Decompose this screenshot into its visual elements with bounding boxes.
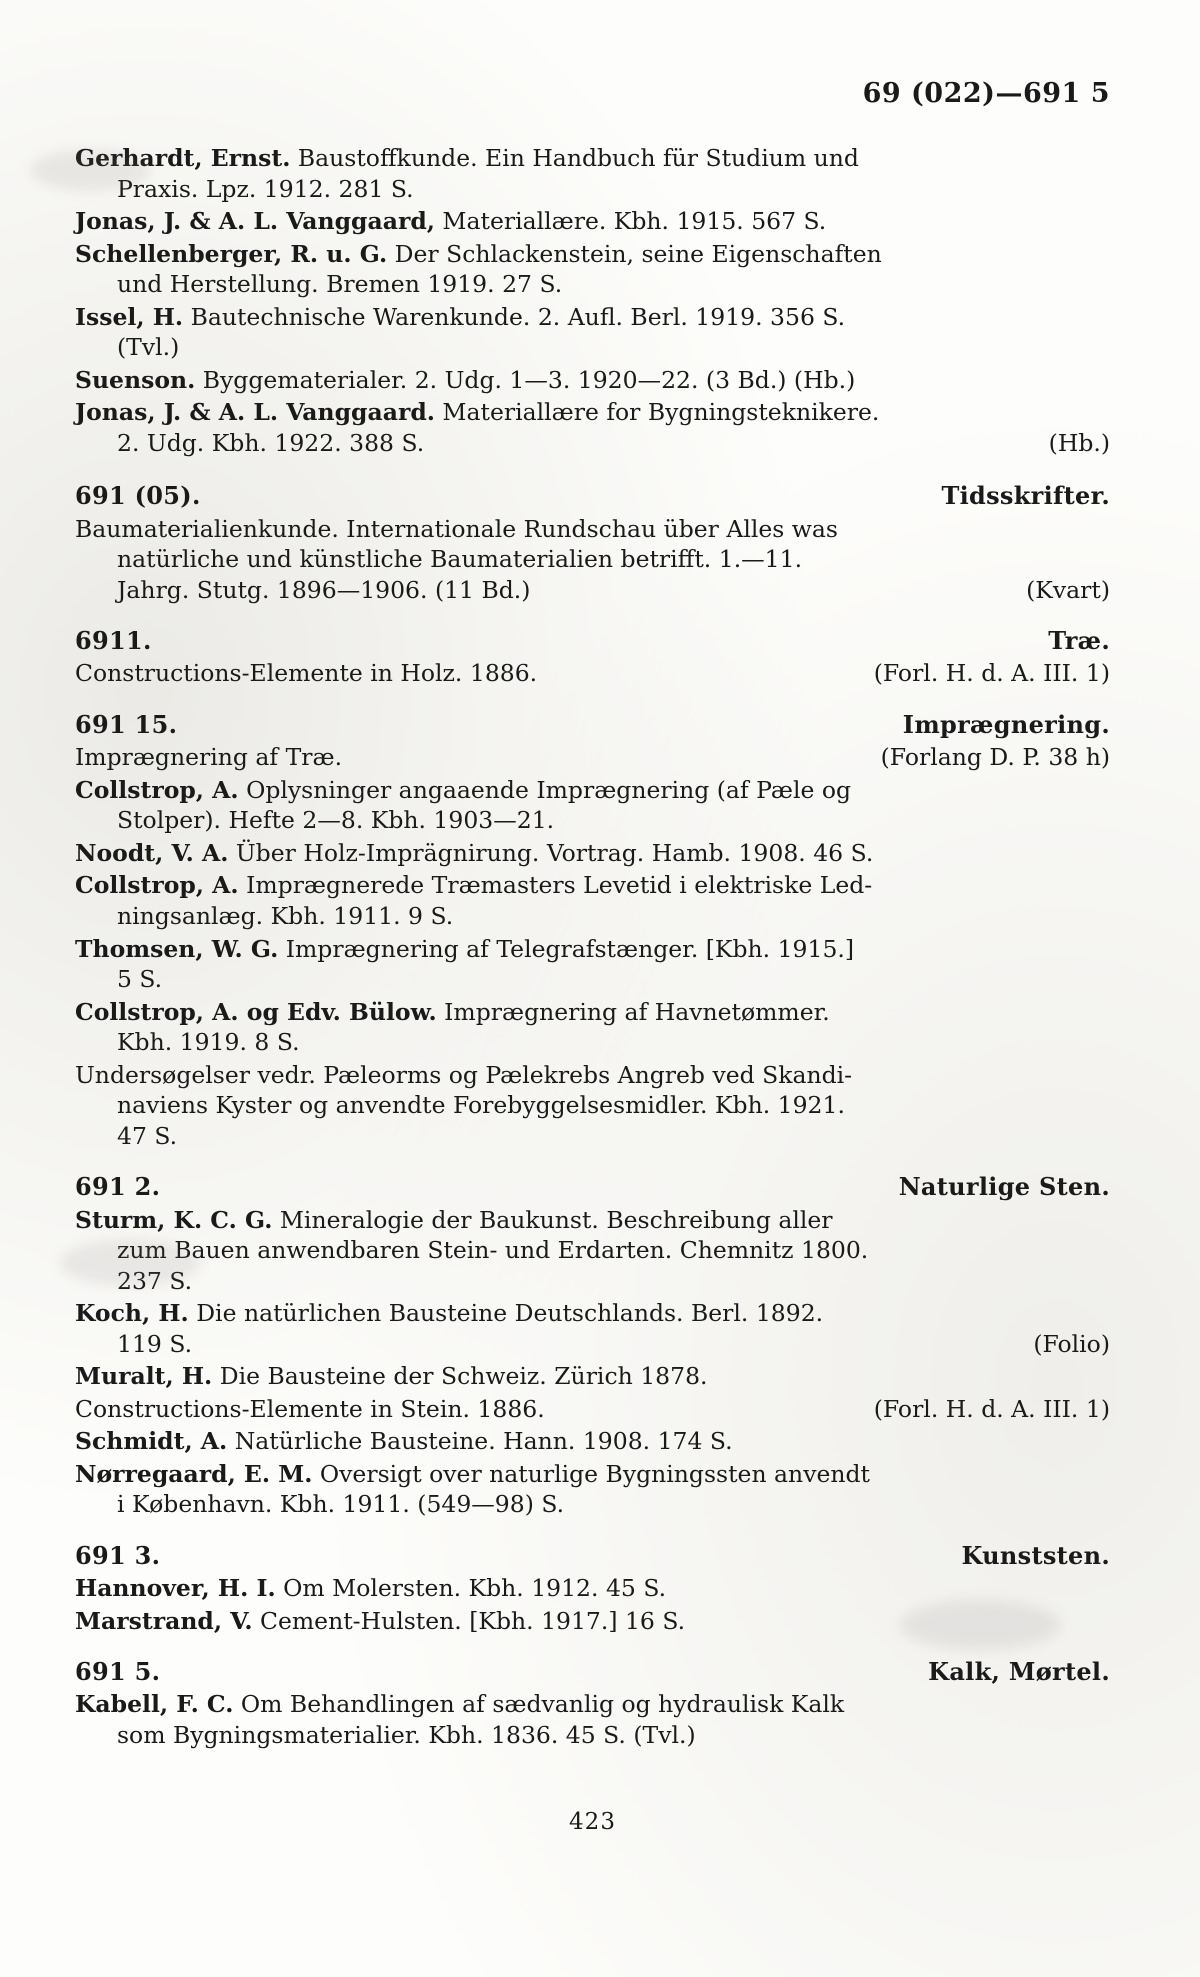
entry-text: Die Bausteine der Schweiz. Zürich 1878. — [219, 1362, 708, 1391]
entry-text: naviens Kyster og anvendte Forebyggelsesmidler. Kbh. 1921. — [117, 1091, 845, 1120]
entry-text: Natürliche Bausteine. Hann. 1908. 174 S. — [234, 1427, 733, 1456]
entry-line — [75, 1573, 1110, 1604]
entry-line — [75, 397, 1110, 428]
entry-text: 119 S. — [117, 1329, 193, 1358]
entry-line — [117, 174, 1110, 205]
bibliography-entry — [75, 365, 1110, 396]
entry-line — [75, 997, 1110, 1028]
bibliography-entry — [75, 742, 1110, 773]
entry-author: Collstrop, A. og Edv. Bülow. — [75, 997, 437, 1026]
entry-text: Imprægnering af Telegrafstænger. [Kbh. 1915.] — [285, 934, 855, 963]
entry-text: 5 S. — [117, 965, 163, 994]
entry-line — [117, 805, 1110, 836]
entry-text: i København. Kbh. 1911. (549—98) S. — [117, 1490, 565, 1519]
bibliography-entry — [75, 1205, 1110, 1297]
entry-author: Collstrop, A. — [75, 871, 239, 900]
entry-line — [75, 1606, 1110, 1637]
entry-text: Stolper). Hefte 2—8. Kbh. 1903—21. — [117, 806, 555, 835]
entry-text: Om Molersten. Kbh. 1912. 45 S. — [283, 1574, 667, 1603]
section-heading — [75, 1540, 1110, 1571]
bibliography-entry — [75, 1459, 1110, 1520]
entry-text: Der Schlackenstein, seine Eigenschaften — [394, 239, 882, 268]
entry-line — [75, 658, 1110, 689]
bibliography-entry — [75, 1689, 1110, 1750]
entry-line — [75, 514, 1110, 545]
entry-author: Issel, H. — [75, 302, 184, 331]
entry-text: Imprægnering af Træ. — [75, 743, 343, 772]
entry-text: 2. Udg. Kbh. 1922. 388 S. — [117, 428, 425, 457]
bibliography-entry — [75, 302, 1110, 363]
entry-suffix: (Forl. H. d. A. III. 1) — [873, 659, 1110, 688]
section-heading — [75, 1171, 1110, 1202]
entry-line — [75, 1394, 1110, 1425]
entry-text: Imprægnerede Træmasters Levetid i elektriske Led- — [246, 871, 873, 900]
entry-line — [117, 1235, 1110, 1266]
entry-text: Oplysninger angaaende Imprægnering (af Pæle og — [246, 775, 852, 804]
entry-text: natürliche und künstliche Baumaterialien betrifft. 1.—11. — [117, 545, 803, 574]
section-heading — [75, 709, 1110, 740]
bibliography-entry — [75, 206, 1110, 237]
section-heading — [75, 1656, 1110, 1687]
entry-line — [75, 1298, 1110, 1329]
page-number: 423 — [569, 1808, 616, 1835]
entry-text: und Herstellung. Bremen 1919. 27 S. — [117, 270, 563, 299]
entry-line — [117, 1720, 1110, 1751]
entry-text: Undersøgelser vedr. Pæleorms og Pælekrebs Angreb ved Skandi- — [75, 1060, 853, 1089]
entry-line — [75, 206, 1110, 237]
entry-author: Nørregaard, E. M. — [75, 1459, 313, 1488]
section-number: 691 3. — [75, 1540, 161, 1570]
bibliography-body — [75, 143, 1110, 1751]
section-title: Kalk, Mørtel. — [928, 1657, 1110, 1687]
bibliography-entry — [75, 143, 1110, 204]
bibliography-entry — [75, 997, 1110, 1058]
bibliography-entry — [75, 1394, 1110, 1425]
entry-line — [75, 143, 1110, 174]
entry-text: Praxis. Lpz. 1912. 281 S. — [117, 174, 414, 203]
section-number: 691 15. — [75, 710, 178, 740]
entry-author: Sturm, K. C. G. — [75, 1205, 273, 1234]
entry-author: Schmidt, A. — [75, 1427, 228, 1456]
entry-line — [75, 1689, 1110, 1720]
entry-text: ningsanlæg. Kbh. 1911. 9 S. — [117, 901, 454, 930]
bibliography-entry — [75, 239, 1110, 300]
section-heading — [75, 480, 1110, 511]
bibliography-entry — [75, 1060, 1110, 1152]
entry-author: Kabell, F. C. — [75, 1690, 234, 1719]
entry-author: Hannover, H. I. — [75, 1574, 276, 1603]
entry-line — [117, 1329, 1110, 1360]
entry-text: Bautechnische Warenkunde. 2. Aufl. Berl. 1919. 356 S. — [190, 302, 846, 331]
entry-text: Materiallære. Kbh. 1915. 567 S. — [442, 207, 827, 236]
entry-line — [117, 1027, 1110, 1058]
top-entry-list — [75, 143, 1110, 458]
entry-text: Baustoffkunde. Ein Handbuch für Studium und — [297, 144, 859, 172]
entry-line — [75, 838, 1110, 869]
entry-suffix: (Hb.) — [1048, 428, 1110, 457]
entry-line — [75, 1459, 1110, 1490]
bibliography-entry — [75, 514, 1110, 606]
entry-text: 47 S. — [117, 1121, 178, 1150]
section-number: 691 2. — [75, 1172, 161, 1202]
entry-author: Marstrand, V. — [75, 1606, 253, 1635]
entry-text: Jahrg. Stutg. 1896—1906. (11 Bd.) — [117, 575, 531, 604]
bibliography-entry — [75, 870, 1110, 931]
entry-line — [117, 901, 1110, 932]
section-title: Kunststen. — [961, 1540, 1110, 1570]
entry-author: Schellenberger, R. u. G. — [75, 239, 388, 268]
entry-line — [75, 365, 1110, 396]
entry-line — [117, 575, 1110, 606]
entry-line — [117, 269, 1110, 300]
section-number: 6911. — [75, 626, 152, 656]
bibliography-entry — [75, 658, 1110, 689]
entry-text: Über Holz-Imprägnirung. Vortrag. Hamb. 1908. 46 S. — [235, 838, 874, 867]
section-list — [75, 480, 1110, 1750]
entry-author: Jonas, J. & A. L. Vanggaard, — [75, 207, 435, 236]
bibliography-entry — [75, 775, 1110, 836]
bibliography-entry — [75, 1361, 1110, 1392]
entry-author: Gerhardt, Ernst. — [75, 144, 291, 172]
entry-line — [75, 775, 1110, 806]
entry-line — [75, 870, 1110, 901]
entry-text: Constructions-Elemente in Stein. 1886. — [75, 1394, 545, 1423]
entry-line — [75, 934, 1110, 965]
entry-text: Die natürlichen Bausteine Deutschlands. Berl. 1892. — [196, 1299, 824, 1328]
bibliography-entry — [75, 1606, 1110, 1637]
entry-line — [117, 1489, 1110, 1520]
entry-text: Mineralogie der Baukunst. Beschreibung aller — [279, 1205, 833, 1234]
entry-suffix: (Folio) — [1033, 1329, 1110, 1358]
entry-line — [117, 332, 1110, 363]
entry-text: Om Behandlingen af sædvanlig og hydraulisk Kalk — [240, 1690, 845, 1719]
entry-text: Cement-Hulsten. [Kbh. 1917.] 16 S. — [260, 1606, 686, 1635]
bibliography-entry — [75, 397, 1110, 458]
entry-line — [75, 1426, 1110, 1457]
bibliography-entry — [75, 1298, 1110, 1359]
entry-author: Noodt, V. A. — [75, 838, 229, 867]
entry-line — [117, 1266, 1110, 1297]
entry-text: Imprægnering af Havnetømmer. — [444, 997, 830, 1026]
entry-line — [75, 302, 1110, 333]
entry-line — [117, 1090, 1110, 1121]
entry-suffix: (Kvart) — [1026, 575, 1110, 604]
entry-line — [75, 742, 1110, 773]
section-title: Tidsskrifter. — [941, 481, 1110, 511]
entry-line — [117, 428, 1110, 459]
entry-text: Oversigt over naturlige Bygningssten anvendt — [319, 1459, 870, 1488]
section-number: 691 (05). — [75, 481, 201, 511]
entry-line — [75, 1060, 1110, 1091]
entry-text: Kbh. 1919. 8 S. — [117, 1028, 300, 1057]
entry-author: Collstrop, A. — [75, 775, 239, 804]
entry-text: (Tvl.) — [117, 333, 180, 362]
entry-line — [117, 1121, 1110, 1152]
bibliography-entry — [75, 1573, 1110, 1604]
entry-text: 237 S. — [117, 1266, 193, 1295]
entry-text: Byggematerialer. 2. Udg. 1—3. 1920—22. (3 Bd.) (Hb.) — [202, 365, 856, 394]
entry-text: zum Bauen anwendbaren Stein- und Erdarten. Chemnitz 1800. — [117, 1236, 869, 1265]
entry-author: Jonas, J. & A. L. Vanggaard. — [75, 398, 435, 427]
entry-line — [117, 964, 1110, 995]
entry-suffix: (Forl. H. d. A. III. 1) — [873, 1394, 1110, 1423]
bibliography-entry — [75, 934, 1110, 995]
entry-author: Thomsen, W. G. — [75, 934, 279, 963]
entry-suffix: (Forlang D. P. 38 h) — [880, 743, 1110, 772]
running-head: 69 (022)—691 5 — [862, 78, 1110, 109]
section-title: Imprægnering. — [902, 710, 1110, 740]
section-title: Træ. — [1048, 626, 1110, 656]
entry-author: Muralt, H. — [75, 1362, 213, 1391]
bibliography-entry — [75, 1426, 1110, 1457]
entry-text: Constructions-Elemente in Holz. 1886. — [75, 659, 538, 688]
entry-text: Materiallære for Bygningsteknikere. — [442, 398, 880, 427]
section-title: Naturlige Sten. — [898, 1172, 1110, 1202]
entry-author: Koch, H. — [75, 1299, 189, 1328]
entry-text: som Bygningsmaterialier. Kbh. 1836. 45 S. (Tvl.) — [117, 1721, 696, 1749]
entry-text: Baumaterialienkunde. Internationale Rundschau über Alles was — [75, 514, 838, 543]
bibliography-entry — [75, 838, 1110, 869]
section-heading — [75, 625, 1110, 656]
entry-line — [117, 544, 1110, 575]
entry-author: Suenson. — [75, 365, 196, 394]
entry-line — [75, 239, 1110, 270]
entry-line — [75, 1205, 1110, 1236]
entry-line — [75, 1361, 1110, 1392]
section-number: 691 5. — [75, 1657, 161, 1687]
